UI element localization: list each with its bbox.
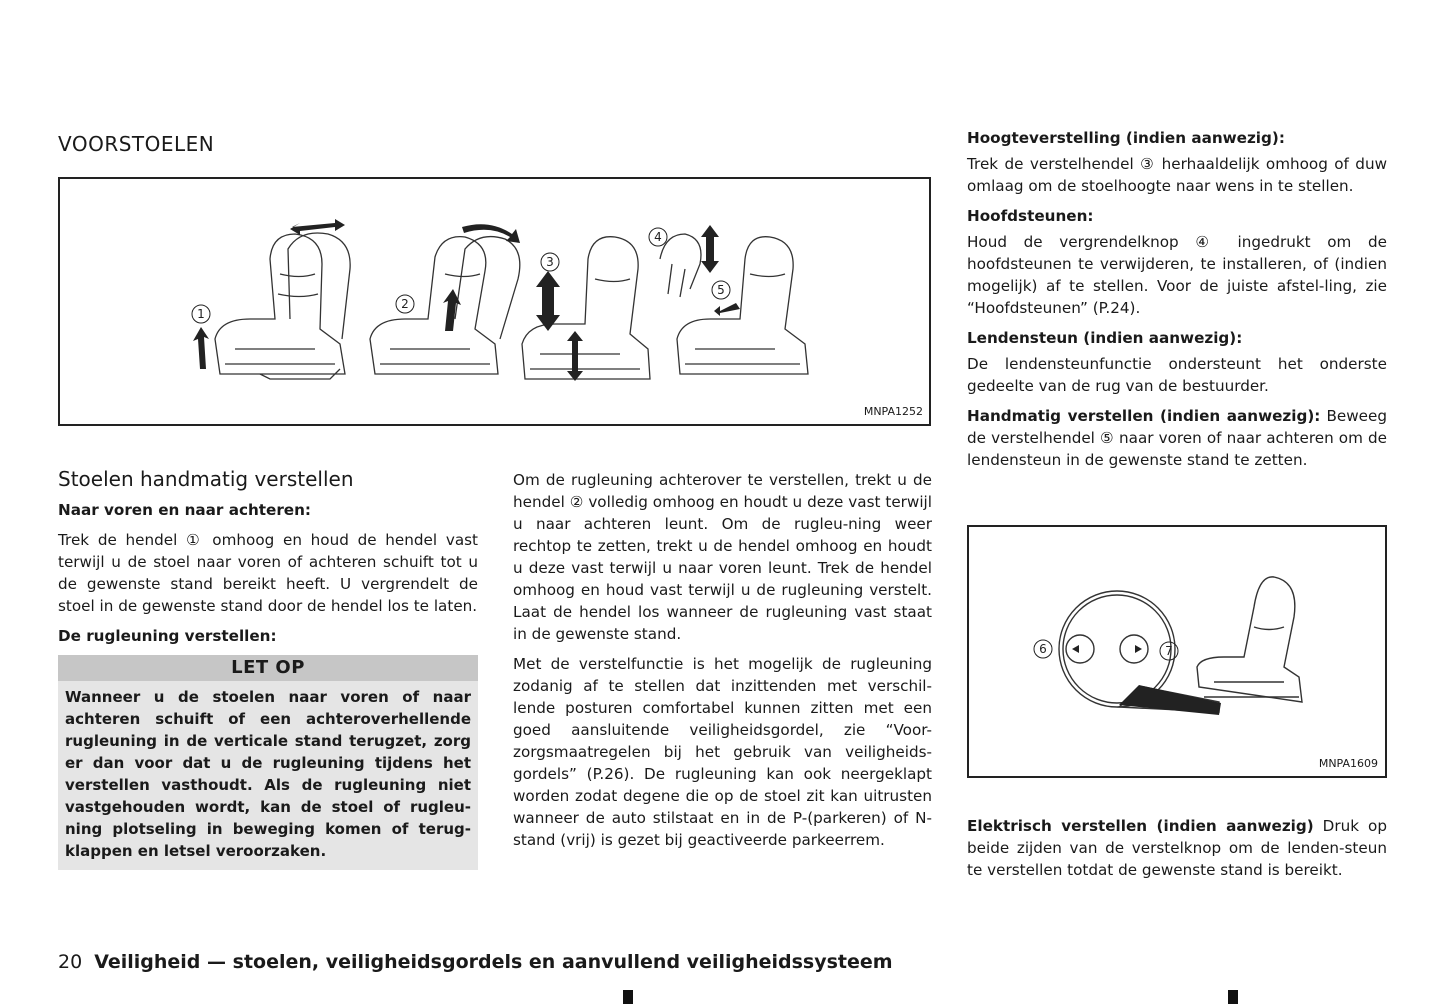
crop-mark [1228, 990, 1238, 1004]
manual-lumbar-text: Beweeg de verstelhendel ⑤ naar voren of naar achteren om de lendensteun in de gewenste stand te zetten. [967, 407, 1387, 469]
subheading-headrests: Hoofdsteunen: [967, 207, 1094, 225]
subheading-height: Hoogteverstelling (indien aanwezig): [967, 129, 1285, 147]
seat-drawing-2 [370, 237, 520, 374]
callout-3: 3 [546, 255, 554, 269]
paragraph-lumbar: De lendensteunfunctie ondersteunt het onderste gedeelte van de rug van de bestuurder. [967, 355, 1387, 395]
crop-mark [623, 990, 633, 1004]
callout-4: 4 [654, 230, 662, 244]
seat-drawing-3 [522, 237, 650, 379]
lumbar-illustration [969, 527, 1385, 776]
paragraph-recline: Met de verstelfunctie is het mogelijk de rugleuning zodanig af te stellen dat inzittenden met verschil-lende posturen comfortabel kunnen zitten met een goed aansluitende veiligheidsgordel, zie “Voor-zorgsmaatregelen bij het gebruik van veiligheids-gordels” (P.26). De rugleuning kan ook neergeklapt worden zodat degene die op de stoel zit kan uitrusten wanneer de auto stilstaat en in de P-(parkeren) of N-stand (vrij) is gezet bij geactiveerde parkeerrem. [513, 655, 932, 849]
caution-text: Wanneer u de stoelen naar voren of naar achteren schuift of een achteroverhellende rugleuning in de verticale stand terugzet, zorg er dan voor dat u de rugleuning tijdens het verstellen vasthoudt. Als de rugleuning niet vastgehouden wordt, kan de stoel of rugleu-ning plotseling in beweging komen of terug-klappen en letsel veroorzaken. [65, 688, 471, 860]
caution-title: LET OP [58, 655, 478, 681]
paragraph-headrests: Houd de vergrendelknop ④ ingedrukt om de hoofdsteunen te verwijderen, te installeren, of (indien mogelijk) af te stellen. Voor de juiste afstel-ling, zie “Hoofdsteunen” (P.24). [967, 233, 1387, 317]
column-2 [513, 469, 932, 859]
caution-box [58, 655, 478, 870]
page-number: 20 [58, 951, 83, 973]
paragraph-manual-lumbar [967, 405, 1387, 471]
section-heading: Stoelen handmatig verstellen [58, 467, 354, 491]
subheading-lumbar: Lendensteun (indien aanwezig): [967, 329, 1243, 347]
subheading-forward-back: Naar voren en naar achteren: [58, 501, 311, 519]
column-3 [967, 127, 1387, 479]
seat-adjustment-figure [58, 177, 931, 426]
callout-2: 2 [401, 297, 409, 311]
callout-5: 5 [717, 283, 725, 297]
callout-7: 7 [1165, 644, 1173, 658]
column-1 [58, 465, 478, 870]
paragraph-forward-back: Trek de hendel ① omhoog en houd de hendel vast terwijl u de stoel naar voren of achteren schuift tot u de gewenste stand bereikt heeft. U vergrendelt de stoel in de gewenste stand door de hendel los te laten. [58, 531, 478, 615]
manual-lumbar-label: Handmatig verstellen (indien aanwezig): [967, 407, 1321, 425]
column-3-bottom [967, 815, 1387, 889]
paragraph-height: Trek de verstelhendel ③ herhaaldelijk omhoog of duw omlaag om de stoelhoogte naar wens in te stellen. [967, 155, 1387, 195]
electric-lumbar-text: Druk op beide zijden van de verstelknop om de lenden-steun te verstellen totdat de gewenste stand is bereikt. [967, 817, 1387, 879]
callout-6: 6 [1039, 642, 1047, 656]
page-footer [58, 951, 893, 973]
figure-code: MNPA1252 [863, 405, 923, 418]
electric-lumbar-label: Elektrisch verstellen (indien aanwezig) [967, 817, 1314, 835]
footer-title: Veiligheid — stoelen, veiligheidsgordels en aanvullend veiligheidssysteem [94, 951, 893, 973]
paragraph-electric-lumbar [967, 815, 1387, 881]
lumbar-figure [967, 525, 1387, 778]
subheading-backrest: De rugleuning verstellen: [58, 627, 277, 645]
seat-drawing-1 [215, 233, 350, 379]
callout-1: 1 [197, 307, 205, 321]
seat-illustrations [60, 179, 929, 424]
paragraph-backrest: Om de rugleuning achterover te verstellen, trekt u de hendel ② volledig omhoog en houdt u deze vast terwijl u naar achteren leunt. Om de rugleu-ning weer rechtop te zetten, trekt u de hendel omhoog en houdt u deze vast terwijl u naar voren leunt. Trek de hendel omhoog en houd vast terwijl u de rugleuning verstelt. Laat de hendel los wanneer de rugleuning vast staat in de gewenste stand. [513, 471, 932, 643]
section-title: VOORSTOELEN [58, 132, 215, 156]
figure-code-side: MNPA1609 [1318, 757, 1378, 770]
